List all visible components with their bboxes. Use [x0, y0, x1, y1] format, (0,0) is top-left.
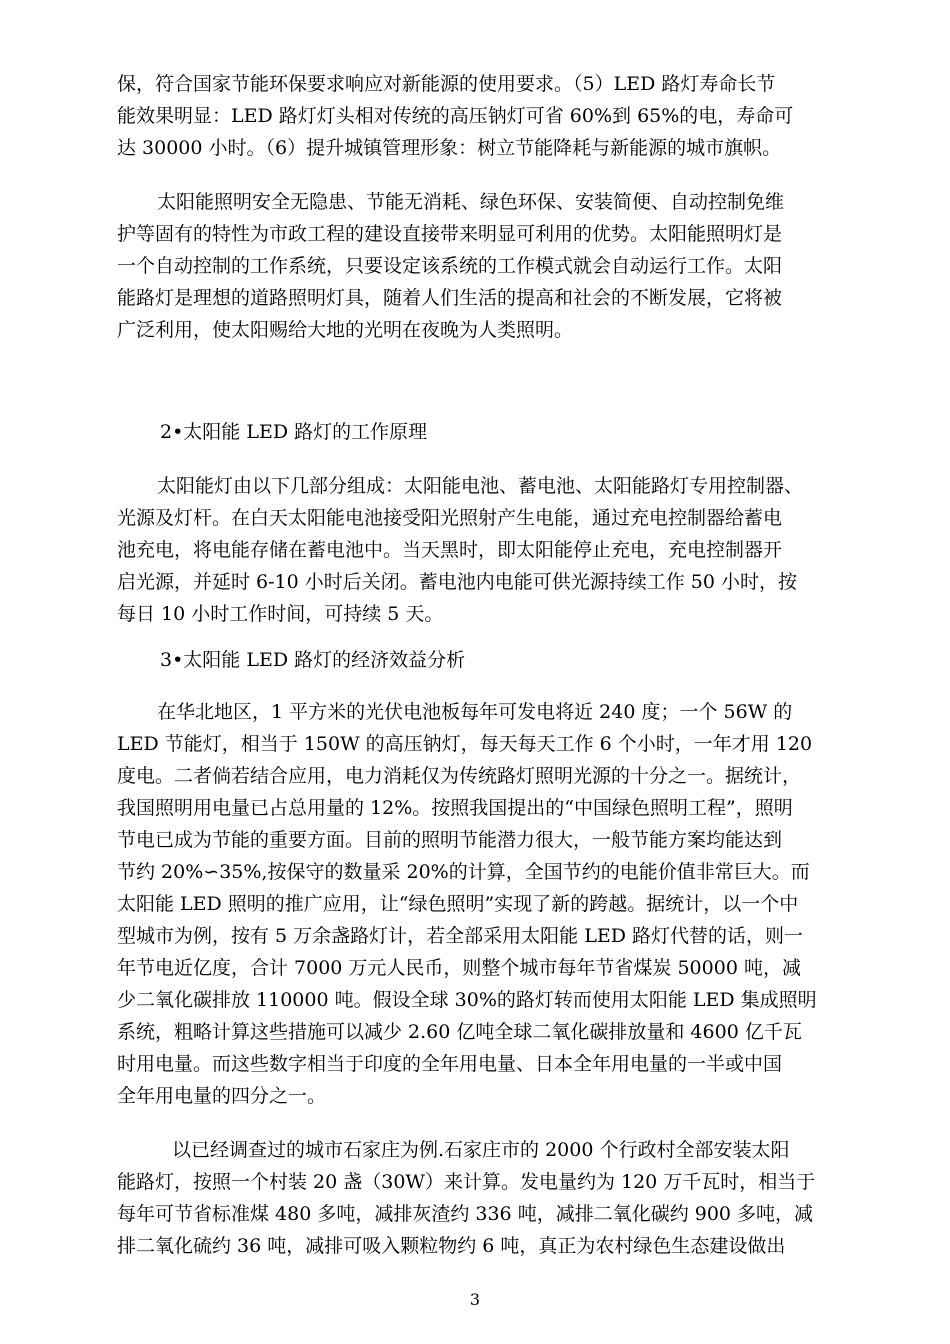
text-line: 一个自动控制的工作系统，只要设定该系统的工作模式就会自动运行工作。太阳: [117, 255, 783, 277]
page-number: 3: [469, 1290, 481, 1309]
text-line: 达 30000 小时。（6）提升城镇管理形象：树立节能降耗与新能源的城市旗帜。: [117, 137, 782, 159]
text-line: 每年可节省标准煤 480 多吨，减排灰渣约 336 吨，减排二氧化碳约 900 多吨，减: [117, 1203, 814, 1225]
text-line: 全年用电量的四分之一。: [117, 1085, 327, 1107]
text-line: 保，符合国家节能环保要求响应对新能源的使用要求。（5）LED 路灯寿命长节: [117, 73, 776, 95]
text-line: 在华北地区，1 平方米的光伏电池板每年可发电将近 240 度；一个 56W 的: [157, 701, 793, 723]
text-line: 太阳能 LED 照明的推广应用，让“绿色照明”实现了新的跨越。据统计，以一个中: [117, 893, 799, 915]
text-line: 护等固有的特性为市政工程的建设直接带来明显可利用的优势。太阳能照明灯是: [117, 223, 783, 245]
text-line: 能效果明显：LED 路灯灯头相对传统的高压钠灯可省 60%到 65%的电，寿命可: [117, 105, 794, 127]
text-line: 度电。二者倘若结合应用，电力消耗仅为传统路灯照明光源的十分之一。据统计，: [117, 765, 802, 787]
text-line: 系统，粗略计算这些措施可以减少 2.60 亿吨全球二氧化碳排放量和 4600 亿千瓦: [117, 1021, 802, 1043]
section-heading-economic-analysis: 3•太阳能 LED 路灯的经济效益分析: [160, 649, 466, 671]
text-line: 太阳能灯由以下几部分组成：太阳能电池、蓄电池、太阳能路灯专用控制器、: [157, 475, 804, 497]
text-line: 少二氧化碳排放 110000 吨。假设全球 30%的路灯转而使用太阳能 LED 集成照明: [117, 989, 817, 1011]
text-line: 光源及灯杆。在白天太阳能电池接受阳光照射产生电能，通过充电控制器给蓄电: [117, 507, 783, 529]
text-line: 池充电，将电能存储在蓄电池中。当天黑时，即太阳能停止充电，充电控制器开: [117, 539, 783, 561]
text-line: 我国照明用电量已占总用量的 12%。按照我国提出的“中国绿色照明工程”，照明: [117, 797, 793, 819]
text-line: 型城市为例，按有 5 万余盏路灯计，若全部采用太阳能 LED 路灯代替的话，则一: [117, 925, 803, 947]
text-line: 每日 10 小时工作时间，可持续 5 天。: [117, 603, 444, 625]
text-line: LED 节能灯，相当于 150W 的高压钠灯，每天每天工作 6 个小时，一年才用 120: [117, 733, 813, 755]
text-line: 时用电量。而这些数字相当于印度的全年用电量、日本全年用电量的一半或中国: [117, 1053, 783, 1075]
text-line: 以已经调查过的城市石家庄为例.石家庄市的 2000 个行政村全部安装太阳: [172, 1139, 790, 1161]
text-line: 能路灯，按照一个村装 20 盏（30W）来计算。发电量约为 120 万千瓦时，相当于: [117, 1171, 816, 1193]
section-heading-working-principle: 2•太阳能 LED 路灯的工作原理: [160, 421, 428, 443]
text-line: 节约 20%∽35%,按保守的数量采 20%的计算，全国节约的电能价值非常巨大。而: [117, 861, 810, 883]
text-line: 年节电近亿度，合计 7000 万元人民币，则整个城市每年节省煤炭 50000 吨，减: [117, 957, 801, 979]
text-line: 能路灯是理想的道路照明灯具，随着人们生活的提高和社会的不断发展，它将被: [117, 287, 783, 309]
text-line: 节电已成为节能的重要方面。目前的照明节能潜力很大，一般节能方案均能达到: [117, 829, 783, 851]
text-line: 广泛利用，使太阳赐给大地的光明在夜晚为人类照明。: [117, 319, 574, 341]
text-line: 启光源，并延时 6-10 小时后关闭。蓄电池内电能可供光源持续工作 50 小时，按: [117, 571, 798, 593]
text-line: 排二氧化硫约 36 吨，减排可吸入颗粒物约 6 吨，真正为农村绿色生态建设做出: [117, 1235, 786, 1257]
text-line: 太阳能照明安全无隐患、节能无消耗、绿色环保、安装简便、自动控制免维: [157, 191, 785, 213]
